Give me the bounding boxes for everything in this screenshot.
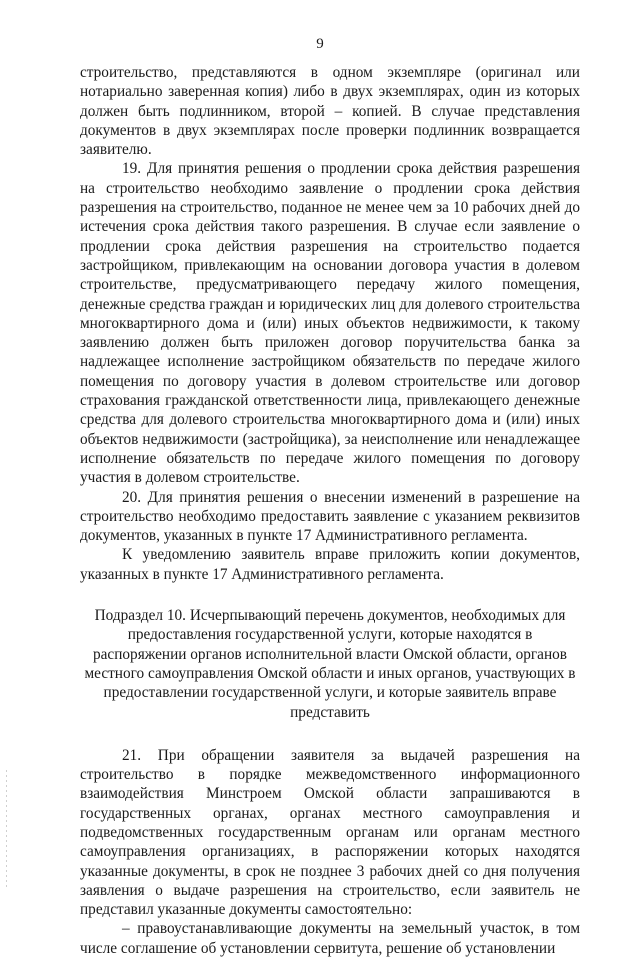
- paragraph-21-item: – правоустанавливающие документы на земельный участок, в том числе соглашение об установлении сервитута, решение об установлении: [80, 920, 580, 957]
- page-number: 9: [316, 36, 324, 52]
- paragraph-21: 21. При обращении заявителя за выдачей разрешения на строительство в порядке межведомственного информационного взаимодействия Минстроем Омской области запрашиваются в государственных органах, органах местного самоуправления и подведомственных государственным органам или органам местного самоуправления организациях, в распоряжении которых находятся указанные документы, в срок не позднее 3 рабочих дней со дня получения заявления о выдаче разрешения на строительство, если заявитель не представил указанные документы самостоятельно:: [80, 746, 580, 919]
- subsection-heading: Подраздел 10. Исчерпывающий перечень документов, необходимых для предоставления государственной услуги, которые находятся в распоряжении органов исполнительной власти Омской области, органов местного самоуправления Омской области и иных органов, участвующих в предоставлении государственной услуги, и которые заявитель вправе представить: [84, 607, 576, 721]
- paragraph-continuation: строительство, представляются в одном экземпляре (оригинал или нотариально заверенная копия) либо в двух экземплярах, один из которых должен быть подлинником, второй – копией. В случае представления документов в двух экземплярах после проверки подлинник возвращается заявителю.: [80, 64, 580, 159]
- paragraph-20: 20. Для принятия решения о внесении изменений в разрешение на строительство необходимо предоставить заявление с указанием реквизитов документов, указанных в пункте 17 Административного регламента.: [80, 488, 580, 545]
- scan-edge-mark: [6, 770, 7, 890]
- document-body: [80, 63, 580, 958]
- paragraph-19: 19. Для принятия решения о продлении срока действия разрешения на строительство необходимо заявление о продлении срока действия разрешения на строительство, поданное не менее чем за 10 рабочих дней до истечения срока действия такого разрешения. В случае если заявление о продлении срока действия разрешения на строительство подается застройщиком, привлекающим на основании договора участия в долевом строительстве, предусматривающего передачу жилого помещения, денежные средства граждан и юридических лиц для долевого строительства многоквартирного дома и (или) иных объектов недвижимости, к такому заявлению должен быть приложен договор поручительства банка за надлежащее исполнение застройщиком обязательств по передаче жилого помещения по договору участия в долевом строительстве или договор страхования гражданской ответственности лица, привлекающего денежные средства для долевого строительства многоквартирного дома и (или) иных объектов недвижимости (застройщика), за неисполнение или ненадлежащее исполнение обязательств по передаче жилого помещения по договору участия в долевом строительстве.: [80, 160, 580, 487]
- paragraph-notice: К уведомлению заявитель вправе приложить копии документов, указанных в пункте 17 Административного регламента.: [80, 546, 580, 583]
